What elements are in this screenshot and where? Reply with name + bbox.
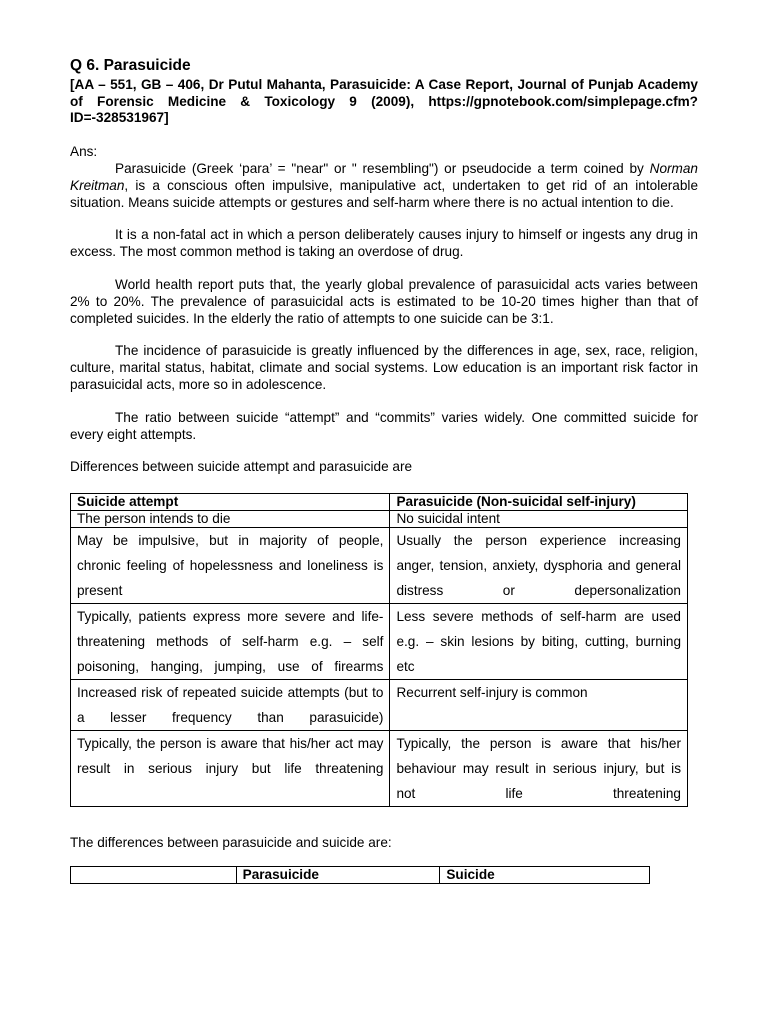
- table-header-row: [71, 494, 688, 511]
- paragraph-ratio: The ratio between suicide “attempt” and “commits” varies widely. One committed suicide for every eight attempts.: [70, 409, 698, 442]
- paragraph-definition: [70, 161, 698, 211]
- answer-label: Ans:: [70, 144, 98, 160]
- paragraph-nonfatal-act: It is a non-fatal act in which a person deliberately causes injury to himself or ingests any drug in excess. The most common method is taking an overdose of drug.: [70, 227, 698, 260]
- table1-intro: Differences between suicide attempt and parasuicide are: [70, 459, 413, 475]
- paragraph-definition-end: , is a conscious often impulsive, manipulative act, undertaken to get rid of an intolerable situation. Means suicide attempts or gestures and self-harm where there is no actual intention to die.: [70, 177, 698, 210]
- header-parasuicide: Parasuicide: [236, 866, 440, 883]
- table-cell: Less severe methods of self-harm are used e.g. – skin lesions by biting, cutting, burning etc: [390, 604, 688, 680]
- table-cell: Typically, patients express more severe and life-threatening methods of self-harm e.g. – self poisoning, hanging, jumping, use of firearms: [71, 604, 390, 680]
- reference-citation: [AA – 551, GB – 406, Dr Putul Mahanta, Parasuicide: A Case Report, Journal of Punjab Academy of Forensic Medicine & Toxicology 9 (2009), https://gpnotebook.com/simplepage.cfm?ID=-328531967]: [70, 76, 698, 126]
- parasuicide-vs-suicide-table: [70, 866, 650, 884]
- header-parasuicide: Parasuicide (Non-suicidal self-injury): [390, 494, 688, 511]
- paragraph-prevalence: World health report puts that, the yearly global prevalence of parasuicidal acts varies between 2% to 20%. The prevalence of parasuicidal acts is estimated to be 10-20 times higher than that of completed suicides. In the elderly the ratio of attempts to one suicide can be 3:1.: [70, 276, 698, 326]
- table-row: [71, 604, 688, 680]
- table-cell: Increased risk of repeated suicide attempts (but to a lesser frequency than parasuicide): [71, 680, 390, 731]
- author-name: Norman Kreitman: [70, 160, 698, 193]
- table-row: [71, 511, 688, 528]
- table-row: [71, 680, 688, 731]
- table2-intro: The differences between parasuicide and suicide are:: [70, 835, 392, 851]
- paragraph-definition-start: Parasuicide (Greek ‘para’ = "near" or " resembling") or pseudocide a term coined by: [115, 160, 650, 176]
- table-cell: Typically, the person is aware that his/her behaviour may result in serious injury, but is not life threatening: [390, 731, 688, 807]
- document-page: [70, 58, 698, 884]
- header-suicide-attempt: Suicide attempt: [71, 494, 390, 511]
- attempt-vs-parasuicide-table: [70, 493, 688, 807]
- table-cell: The person intends to die: [71, 511, 390, 528]
- paragraph-incidence: The incidence of parasuicide is greatly influenced by the differences in age, sex, race, religion, culture, marital status, habitat, climate and social systems. Low education is an important risk factor in parasuicidal acts, more so in adolescence.: [70, 343, 698, 392]
- table-row: [71, 731, 688, 807]
- question-title: Q 6. Parasuicide: [70, 57, 191, 74]
- table-cell: Typically, the person is aware that his/her act may result in serious injury but life threatening: [71, 731, 390, 807]
- table-cell: May be impulsive, but in majority of people, chronic feeling of hopelessness and loneliness is present: [71, 528, 390, 604]
- header-suicide: Suicide: [440, 866, 650, 883]
- table-header-row: [71, 866, 650, 883]
- table-cell: Usually the person experience increasing anger, tension, anxiety, dysphoria and general distress or depersonalization: [390, 528, 688, 604]
- table-cell: Recurrent self-injury is common: [390, 680, 688, 731]
- table-row: [71, 528, 688, 604]
- table-cell: No suicidal intent: [390, 511, 688, 528]
- header-blank: [71, 866, 237, 883]
